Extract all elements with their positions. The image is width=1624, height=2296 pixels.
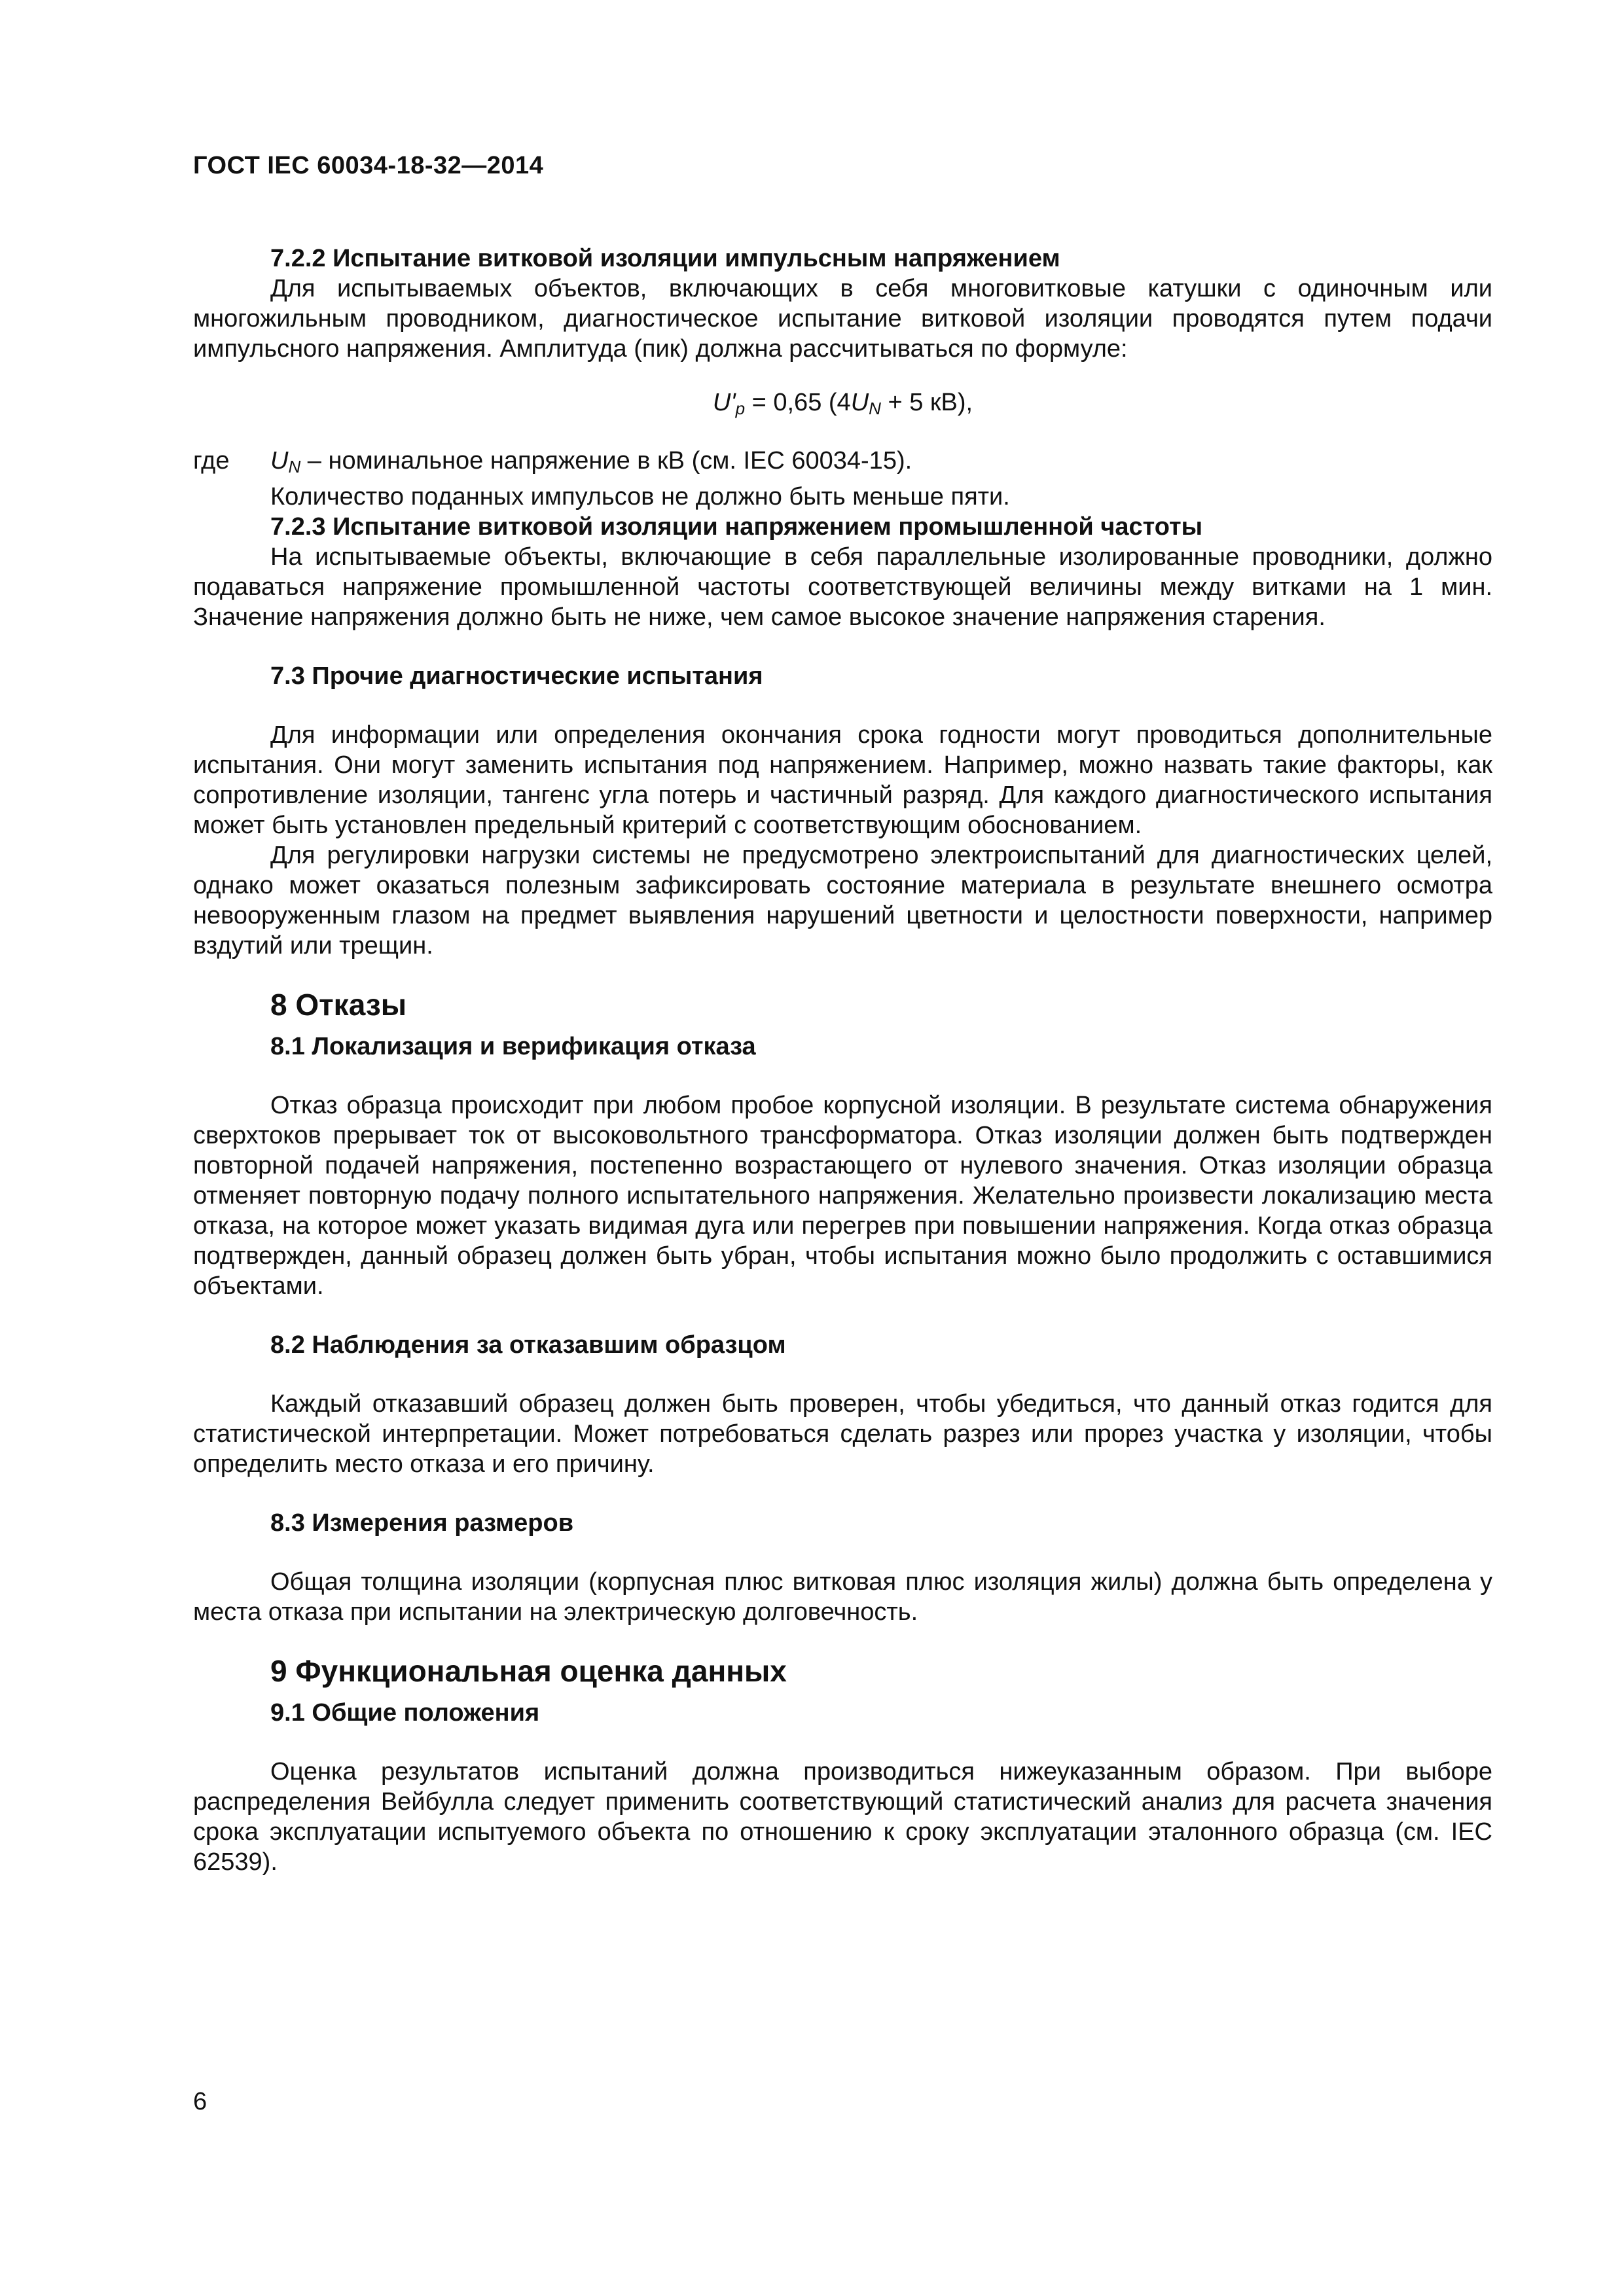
section-9-title: 9 Функциональная оценка данных: [270, 1654, 787, 1688]
section-7-3-paragraph-1: Для информации или определения окончания срока годности могут проводиться дополнительные испытания. Они могут заменить испытания под напряжением. Например, можно назвать такие факторы, как сопротивление изоляции, тангенс угла потерь и частичный разряд. Для каждого диагностического испытания может быть установлен предельный критерий с соответствующим обоснованием.: [193, 721, 1492, 839]
section-7-3-title: 7.3 Прочие диагностические испытания: [270, 662, 763, 690]
formula-eq: = 0,65 (4: [745, 389, 851, 416]
page-number: 6: [193, 2088, 208, 2115]
section-8-title: 8 Отказы: [270, 988, 406, 1022]
where-var-sub: N: [288, 457, 301, 476]
formula-legend: [193, 446, 1492, 482]
pulse-count-note: Количество поданных импульсов не должно быть меньше пяти.: [270, 483, 1010, 511]
section-8-2-title: 8.2 Наблюдения за отказавшим образцом: [270, 1331, 786, 1359]
section-7-2-2-paragraph: Для испытываемых объектов, включающих в себя многовитковые катушки с одиночным или многожильным проводником, диагностическое испытание витковой изоляции проводятся путем подачи импульсного напряжения. Амплитуда (пик) должна рассчитываться по формуле:: [193, 275, 1492, 363]
formula-un: U: [850, 389, 869, 416]
where-text: – номинальное напряжение в кВ (см. IEC 60034-15).: [300, 447, 912, 475]
impulse-voltage-formula: [193, 387, 1492, 423]
section-7-3-paragraph-2: Для регулировки нагрузки системы не предусмотрено электроиспытаний для диагностических целей, однако может оказаться полезным зафиксировать состояние материала в результате внешнего осмотра невооруженным глазом на предмет выявления нарушений цветности и целостности поверхности, например вздутий или трещин.: [193, 842, 1492, 960]
document-body: [193, 243, 1492, 1877]
formula-var-sub: p: [735, 399, 746, 418]
section-8-1-paragraph: Отказ образца происходит при любом пробое корпусной изоляции. В результате система обнаружения сверхтоков прерывает ток от высоковольтного трансформатора. Отказ изоляции должен быть подтвержден повторной подачей напряжения, постепенно возрастающего от нулевого значения. Отказ изоляции образца отменяет повторную подачу полного испытательного напряжения. Желательно произвести локализацию места отказа, на которое может указать видимая дуга или перегрев при повышении напряжения. Когда отказ образца подтвержден, данный образец должен быть убран, чтобы испытания можно было продолжить с оставшимися объектами.: [193, 1092, 1492, 1300]
standard-header: ГОСТ IEC 60034-18-32—2014: [193, 152, 544, 179]
section-8-3-title: 8.3 Измерения размеров: [270, 1509, 574, 1537]
section-8-2-paragraph: Каждый отказавший образец должен быть проверен, чтобы убедиться, что данный отказ годится для статистической интерпретации. Может потребоваться сделать разрез или прорез участка у изоляции, чтобы определить место отказа и его причину.: [193, 1390, 1492, 1478]
section-7-2-3-paragraph: На испытываемые объекты, включающие в себя параллельные изолированные проводники, должно подаваться напряжение промышленной частоты соответствующей величины между витками на 1 мин. Значение напряжения должно быть не ниже, чем самое высокое значение напряжения старения.: [193, 543, 1492, 631]
where-label: где: [193, 447, 230, 475]
section-9-1-title: 9.1 Общие положения: [270, 1699, 540, 1727]
section-7-2-2-title: 7.2.2 Испытание витковой изоляции импульсным напряжением: [270, 245, 1060, 272]
section-7-2-3-title: 7.2.3 Испытание витковой изоляции напряжением промышленной частоты: [270, 513, 1203, 541]
section-9-1-paragraph: Оценка результатов испытаний должна производиться нижеуказанным образом. При выборе распределения Вейбулла следует применить соответствующий статистический анализ для расчета значения срока эксплуатации испытуемого объекта по отношению к сроку эксплуатации эталонного образца (см. IEC 62539).: [193, 1758, 1492, 1876]
formula-un-sub: N: [869, 399, 881, 418]
formula-tail: + 5 кВ),: [880, 389, 973, 416]
where-var: U: [270, 447, 289, 475]
section-8-1-title: 8.1 Локализация и верификация отказа: [270, 1033, 756, 1060]
where-definition: [270, 446, 912, 482]
section-8-3-paragraph: Общая толщина изоляции (корпусная плюс витковая плюс изоляция жилы) должна быть определена у места отказа при испытании на электрическую долговечность.: [193, 1568, 1492, 1626]
formula-var: U': [712, 389, 736, 416]
